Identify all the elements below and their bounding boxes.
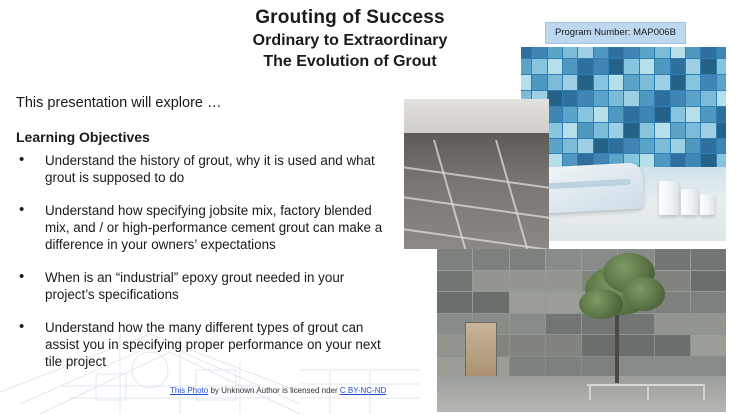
list-item <box>16 269 391 303</box>
towel-object <box>534 162 644 214</box>
list-item-label: Understand how the many different types of grout can assist you in specifying proper performance on your next tile project <box>45 320 381 369</box>
list-item-label: Understand the history of grout, why it is used and what grout is supposed to do <box>45 153 375 185</box>
building-door <box>465 322 497 380</box>
bullet-marker-icon: • <box>19 268 25 285</box>
facade-ground <box>437 376 726 412</box>
candle-object <box>659 181 679 215</box>
stone-facade-photo <box>437 249 726 412</box>
photo-credit-text: by Unknown Author is licensed nder <box>208 386 340 395</box>
program-number-badge: Program Number: MAP006B <box>545 22 686 44</box>
candle-object <box>700 195 715 215</box>
tree-trunk <box>615 307 619 383</box>
slide-title-block <box>150 6 550 72</box>
list-item <box>16 319 391 370</box>
photo-credit <box>170 386 386 395</box>
objectives-list <box>16 152 391 386</box>
tree-canopy <box>623 277 665 311</box>
objectives-heading: Learning Objectives <box>16 129 150 145</box>
list-item <box>16 152 391 186</box>
tree-canopy <box>579 289 623 319</box>
photo-credit-link[interactable]: This Photo <box>170 386 209 395</box>
list-item-label: Understand how specifying jobsite mix, factory blended mix, and / or high-performance cement grout can make a difference in your owners’ expectations <box>45 203 383 252</box>
bullet-marker-icon: • <box>19 201 25 218</box>
bullet-marker-icon: • <box>19 318 25 335</box>
license-link[interactable]: C BY-NC-ND <box>339 386 387 395</box>
list-item-label: When is an “industrial” epoxy grout needed in your project’s specifications <box>45 270 345 302</box>
mosaic-tile-photo <box>521 47 726 241</box>
handrail <box>587 384 705 386</box>
list-item <box>16 202 391 253</box>
intro-text: This presentation will explore … <box>16 95 222 111</box>
bullet-marker-icon: • <box>19 151 25 168</box>
floor-tile-photo <box>404 99 549 249</box>
handrail-post <box>703 384 705 400</box>
title-line-1: Grouting of Success <box>255 7 445 28</box>
title-line-2: Ordinary to Extraordinary <box>252 32 448 49</box>
handrail-post <box>647 384 649 400</box>
handrail-post <box>589 384 591 400</box>
title-line-3: The Evolution of Grout <box>263 53 437 70</box>
candle-object <box>681 189 698 215</box>
